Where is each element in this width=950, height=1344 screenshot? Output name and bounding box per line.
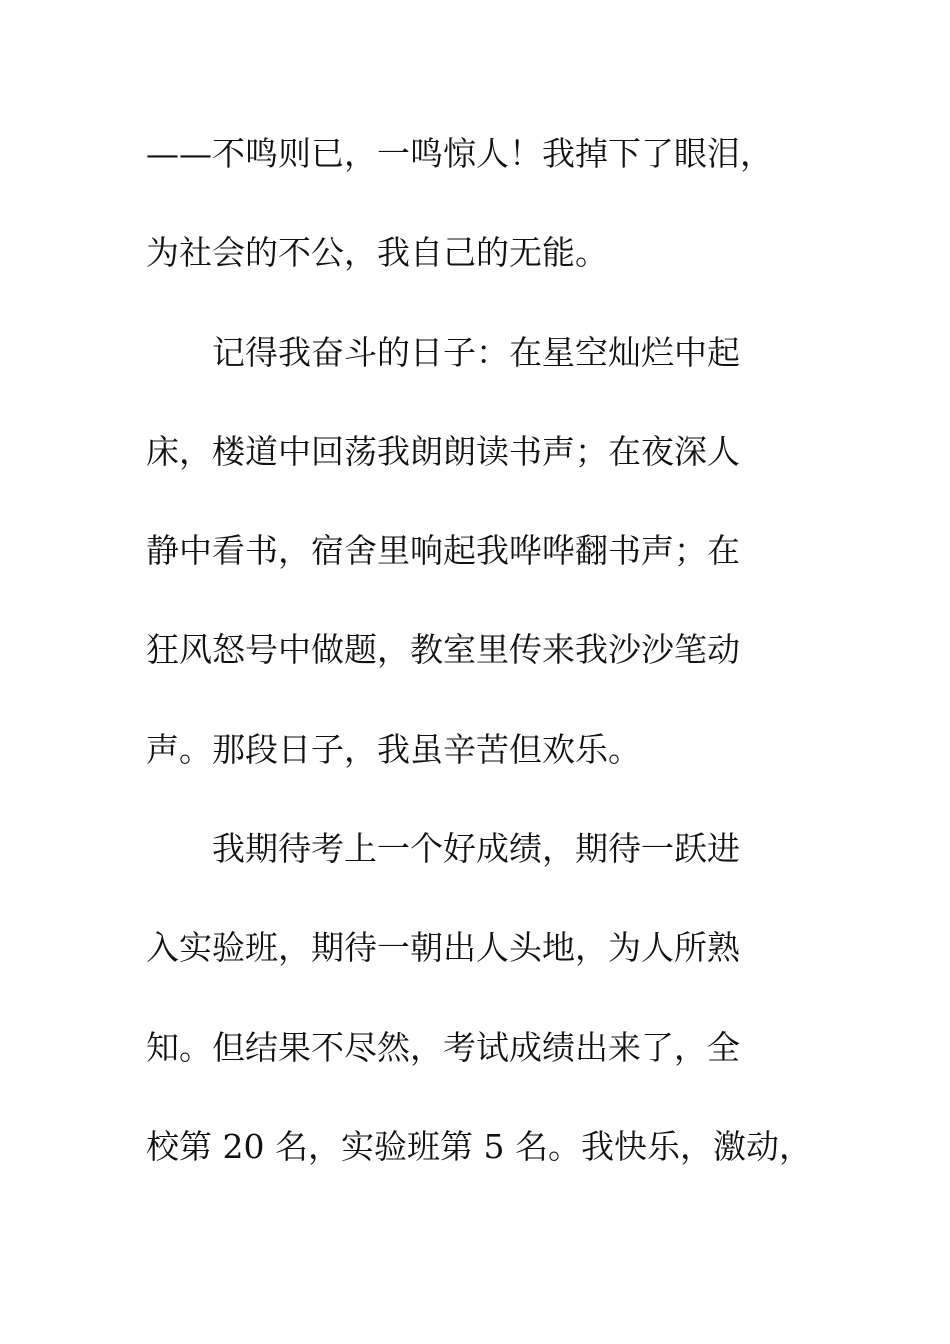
text-line: 校第 20 名，实验班第 5 名。我快乐，激动， (146, 1127, 812, 1166)
text-line: 床，楼道中回荡我朗朗读书声；在夜深人 (146, 432, 740, 471)
text-line: 知。但结果不尽然，考试成绩出来了，全 (146, 1028, 740, 1067)
text-line: ——不鸣则已，一鸣惊人！我掉下了眼泪， (146, 134, 773, 173)
text-line: 声。那段日子，我虽辛苦但欢乐。 (146, 730, 641, 769)
text-line: 入实验班，期待一朝出人头地，为人所熟 (146, 928, 740, 967)
text-line: 我期待考上一个好成绩，期待一跃进 (146, 829, 740, 868)
text-line: 狂风怒号中做题，教室里传来我沙沙笔动 (146, 630, 740, 669)
text-line: 静中看书，宿舍里响起我哗哗翻书声；在 (146, 531, 740, 570)
text-line: 记得我奋斗的日子：在星空灿烂中起 (146, 333, 740, 372)
text-line: 为社会的不公，我自己的无能。 (146, 233, 608, 272)
